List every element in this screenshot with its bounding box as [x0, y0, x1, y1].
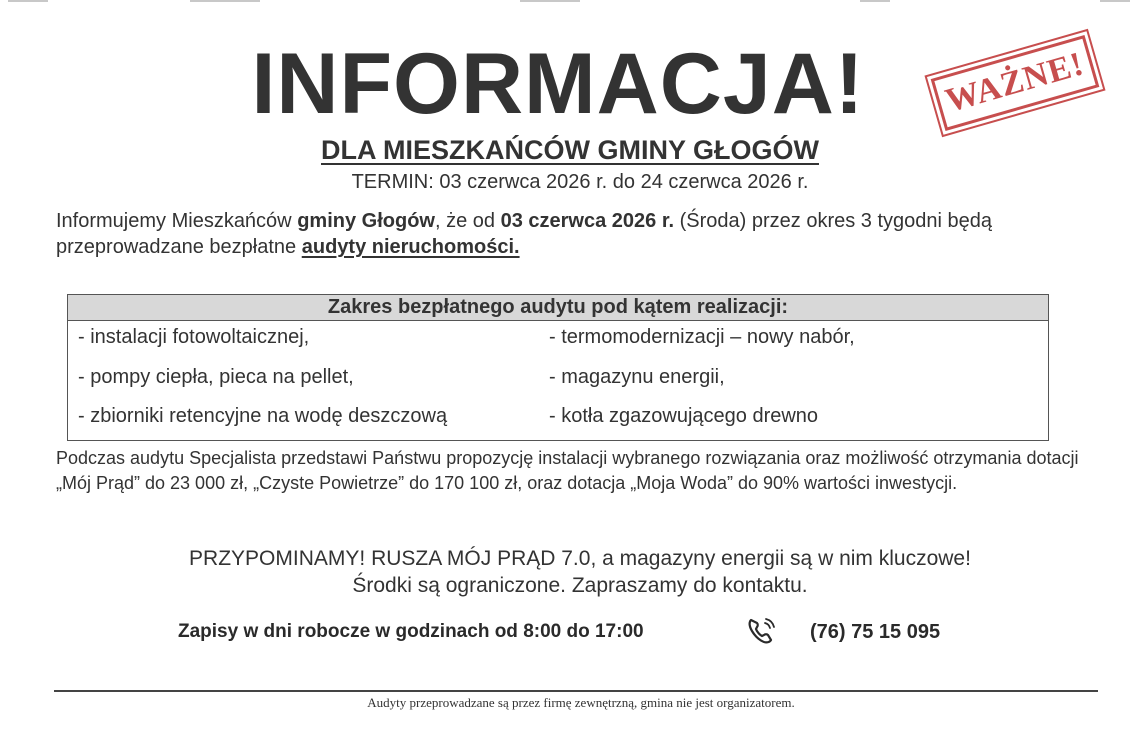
reminder [0, 545, 1140, 599]
signup-hours: Zapisy w dni robocze w godzinach od 8:00 do 17:00 [178, 621, 644, 642]
intro-municipality: gminy Głogów [297, 210, 435, 232]
footer-note: Audyty przeprowadzane są przez firmę zewnętrzną, gmina nie jest organizatorem. [367, 695, 795, 710]
intro-text: Informujemy Mieszkańców [56, 210, 298, 232]
intro-audits: audyty nieruchomości. [301, 236, 520, 258]
details-paragraph: Podczas audytu Specjalista przedstawi Państwu propozycję instalacji wybranego rozwiązania oraz możliwość otrzymania dotacji „Mój Prąd” do 23 000 zł, „Czyste Powietrze” do 170 100 zł, oraz dotacja „Moja Woda” do 90% wartości inwestycji. [56, 448, 1079, 493]
phone-icon [745, 614, 779, 646]
scope-item: - magazynu energii, [549, 366, 725, 388]
scan-edge-marks [0, 0, 1140, 4]
reminder-line: Środki są ograniczone. Zapraszamy do kontaktu. [352, 574, 808, 597]
page-title: INFORMACJA! [251, 36, 865, 132]
intro-text: , że od [434, 210, 501, 232]
scope-item: - zbiorniki retencyjne na wodę deszczową [78, 405, 448, 427]
intro-paragraph [56, 208, 1116, 260]
scope-item: - kotła zgazowującego drewno [549, 405, 819, 427]
scope-item: - instalacji fotowoltaicznej, [78, 326, 310, 348]
subtitle: DLA MIESZKAŃCÓW GMINY GŁOGÓW [321, 135, 819, 165]
important-stamp: WAŻNE! [931, 35, 1100, 131]
audit-scope-box [67, 294, 1049, 441]
scope-item: - termomodernizacji – nowy nabór, [549, 326, 855, 348]
scope-item: - pompy ciepła, pieca na pellet, [78, 366, 354, 388]
phone-number: (76) 75 15 095 [810, 621, 941, 643]
reminder-line: PRZYPOMINAMY! RUSZA MÓJ PRĄD 7.0, a magazyny energii są w nim kluczowe! [189, 547, 971, 570]
intro-start-date: 03 czerwca 2026 r. [500, 210, 675, 232]
term-dates: TERMIN: 03 czerwca 2026 r. do 24 czerwca 2026 r. [351, 171, 809, 193]
audit-scope-heading: Zakres bezpłatnego audytu pod kątem realizacji: [68, 295, 1048, 321]
intro-text: (Środa) przez okres 3 tygodni będą przeprowadzane bezpłatne [56, 210, 993, 258]
footer-divider [54, 690, 1098, 692]
